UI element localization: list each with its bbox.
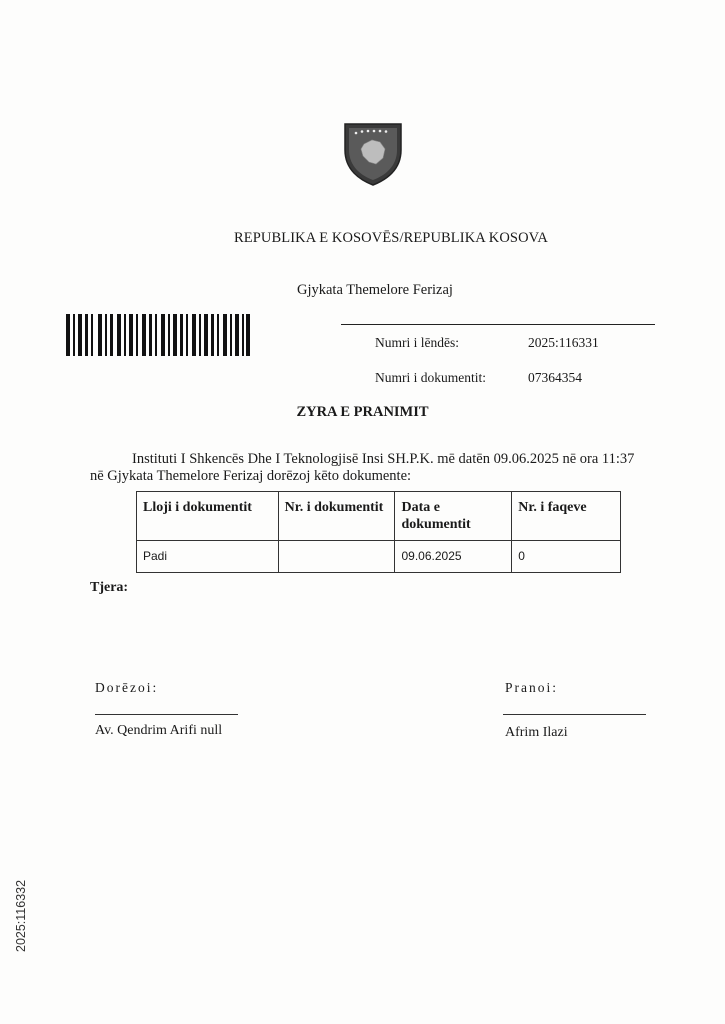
barcode-icon xyxy=(66,314,250,356)
table-header-row xyxy=(137,492,621,541)
signature-line xyxy=(503,714,646,715)
column-header: Nr. i dokumentit xyxy=(278,492,395,541)
column-header: Data e dokumentit xyxy=(395,492,512,541)
document-type-cell: Padi xyxy=(137,541,279,573)
column-header: Lloji i dokumentit xyxy=(137,492,279,541)
side-case-stamp: 2025:116332 xyxy=(14,879,28,952)
document-number-label: Numri i dokumentit: xyxy=(375,370,486,385)
page-count-cell: 0 xyxy=(512,541,621,573)
delivered-by-label: Dorēzoi: xyxy=(95,680,159,695)
case-number: 2025:116331 xyxy=(528,335,599,350)
kosovo-emblem-icon xyxy=(342,120,404,186)
submission-statement: Instituti I Shkencēs Dhe I Teknologjisē Insi SH.P.K. mē datēn 09.06.2025 nē ora 11:37 nē Gjykata Themelore Ferizaj dorēzoj kēto dokumente: xyxy=(90,451,635,484)
documents-table xyxy=(136,491,621,573)
document-date-cell: 09.06.2025 xyxy=(395,541,512,573)
other-label: Tjera: xyxy=(90,580,129,595)
office-title: ZYRA E PRANIMIT xyxy=(296,404,429,420)
case-number-label: Numri i lēndēs: xyxy=(375,335,459,350)
document-number-cell xyxy=(278,541,395,573)
court-name: Gjykata Themelore Ferizaj xyxy=(297,282,453,298)
signature-line xyxy=(95,714,238,715)
document-number: 07364354 xyxy=(528,370,582,385)
republic-heading: REPUBLIKA E KOSOVĒS/REPUBLIKA KOSOVA xyxy=(234,230,548,246)
delivered-by-name: Av. Qendrim Arifi null xyxy=(95,723,223,738)
table-row xyxy=(137,541,621,573)
column-header: Nr. i faqeve xyxy=(512,492,621,541)
received-by-label: Pranoi: xyxy=(505,680,558,695)
received-by-name: Afrim Ilazi xyxy=(505,725,568,740)
header-divider xyxy=(341,324,655,325)
